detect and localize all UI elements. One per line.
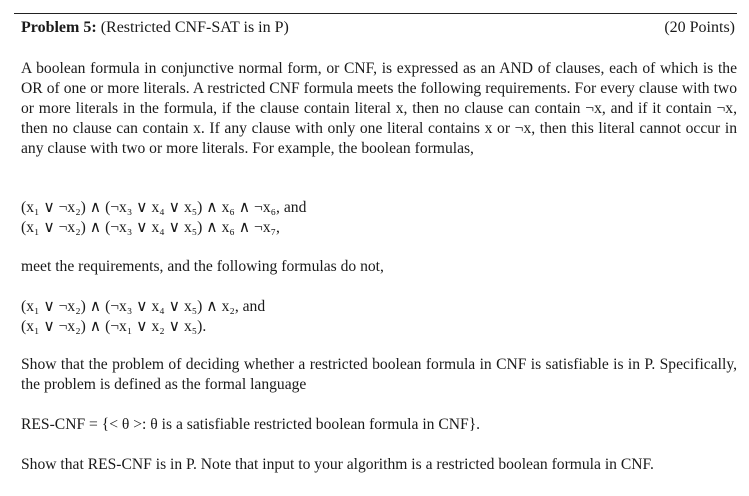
problem-heading bbox=[21, 17, 737, 39]
problem-points: (20 Points) bbox=[664, 19, 735, 36]
example-bad-1: (x₁ ∨ ¬x₂) ∧ (¬x₃ ∨ x₄ ∨ x₅) ∧ x₂, and bbox=[21, 298, 266, 315]
closing-paragraph: Show that RES-CNF is in P. Note that input to your algorithm is a restricted boolean formula in CNF. bbox=[21, 456, 654, 473]
transition-text: meet the requirements, and the following formulas do not, bbox=[21, 258, 384, 275]
language-definition: RES-CNF = {< θ >: θ is a satisfiable restricted boolean formula in CNF}. bbox=[21, 416, 481, 433]
example-bad-2: (x₁ ∨ ¬x₂) ∧ (¬x₁ ∨ x₂ ∨ x₅). bbox=[21, 318, 207, 335]
problem-title: (Restricted CNF-SAT is in P) bbox=[100, 19, 289, 36]
top-rule bbox=[14, 13, 737, 14]
example-good-2: (x₁ ∨ ¬x₂) ∧ (¬x₃ ∨ x₄ ∨ x₅) ∧ x₆ ∧ ¬x₇, bbox=[21, 219, 280, 236]
task-paragraph: Show that the problem of deciding whether a restricted boolean formula in CNF is satisfiable is in P. Specifically, the problem is defined as the formal language bbox=[21, 356, 737, 393]
intro-paragraph: A boolean formula in conjunctive normal form, or CNF, is expressed as an AND of clauses, each of which is the OR of one or more literals. A restricted CNF formula meets the following requirements. For every clause with two or more literals in the formula, if the clause contain literal x, then no clause can contain ¬x, and if it contain ¬x, then no clause can contain x. If any clause with only one literal contains x or ¬x, then this literal cannot occur in any clause with two or more literals. For example, the boolean formulas, bbox=[21, 60, 737, 157]
problem-label: Problem 5: bbox=[21, 19, 97, 36]
example-good-1: (x₁ ∨ ¬x₂) ∧ (¬x₃ ∨ x₄ ∨ x₅) ∧ x₆ ∧ ¬x₆, and bbox=[21, 199, 307, 216]
